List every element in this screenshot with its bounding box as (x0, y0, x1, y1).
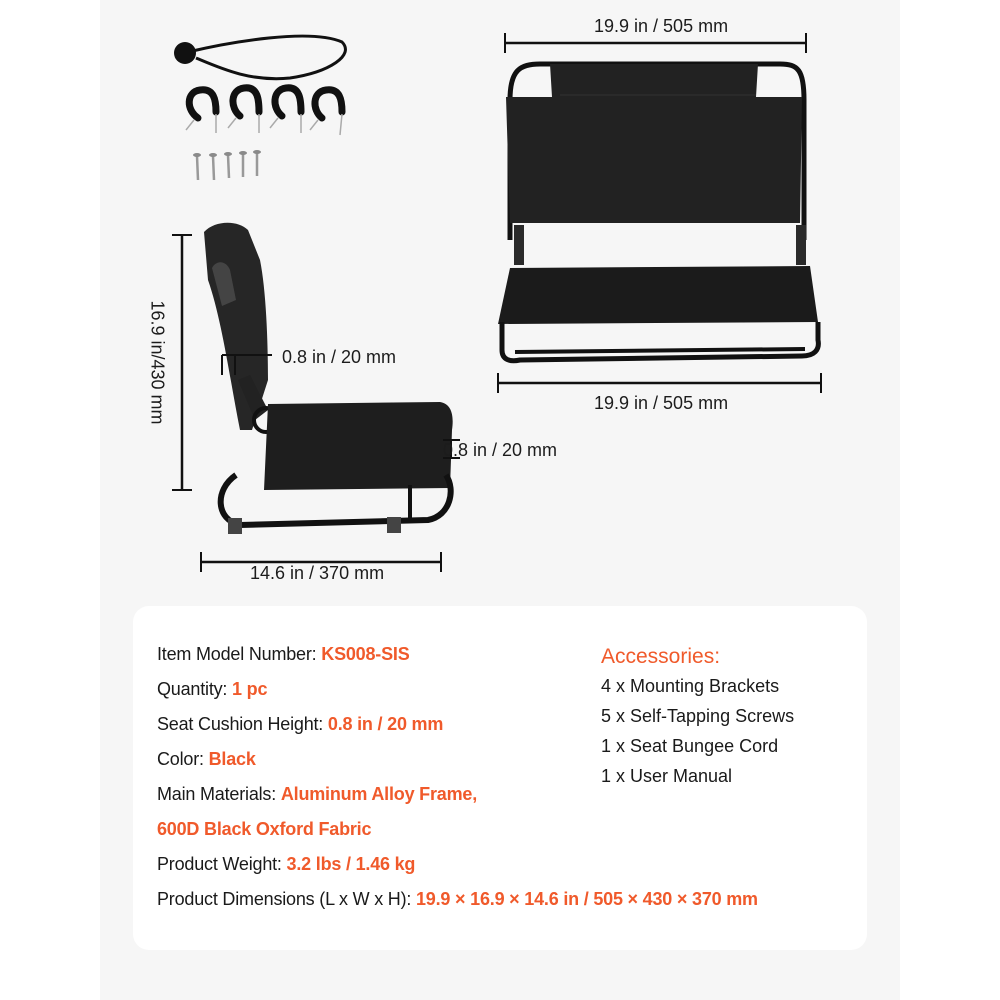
accessory-item: 5 x Self-Tapping Screws (601, 706, 795, 726)
spec-value: 0.8 in / 20 mm (327, 714, 444, 734)
spec-value: 1 pc (232, 679, 268, 699)
spec-main-materials-cont (157, 819, 371, 840)
bungee-cord-brackets-screws-icon (160, 20, 360, 190)
spec-label: Product Dimensions (L x W x H): (157, 889, 416, 909)
spec-label: Quantity: (157, 679, 233, 699)
accessories-title: Accessories: (601, 645, 721, 668)
side-depth-label: 14.6 in / 370 mm (250, 563, 385, 583)
spec-card (133, 606, 867, 950)
spec-value: 19.9 × 16.9 × 14.6 in / 505 × 430 × 370 mm (416, 889, 758, 909)
spec-value: 3.2 lbs / 1.46 kg (286, 854, 416, 874)
side-back-cushion-label: 0.8 in / 20 mm (282, 347, 397, 367)
front-top-width-label: 19.9 in / 505 mm (594, 16, 729, 36)
spec-label: Main Materials: (157, 784, 281, 804)
spec-value: Black (208, 749, 256, 769)
side-seat-cushion-label: 0.8 in / 20 mm (443, 440, 558, 460)
spec-color (157, 749, 256, 770)
spec-quantity (157, 679, 267, 700)
front-bottom-width-label: 19.9 in / 505 mm (594, 393, 729, 413)
accessory-item: 1 x Seat Bungee Cord (601, 736, 779, 756)
spec-product-dimensions (157, 889, 758, 910)
spec-product-weight (157, 854, 415, 875)
chair-front-view-icon (480, 0, 840, 430)
spec-model-number (157, 644, 410, 665)
chair-side-view-icon (160, 220, 460, 600)
spec-seat-cushion-height (157, 714, 443, 735)
spec-label: Product Weight: (157, 854, 287, 874)
side-height-label: 16.9 in/430 mm (147, 300, 168, 425)
spec-label: Seat Cushion Height: (157, 714, 328, 734)
accessory-item: 4 x Mounting Brackets (601, 676, 780, 696)
spec-value: Aluminum Alloy Frame, (280, 784, 478, 804)
accessory-item: 1 x User Manual (601, 766, 733, 786)
spec-main-materials (157, 784, 477, 805)
spec-value: 600D Black Oxford Fabric (157, 819, 372, 839)
spec-value: KS008-SIS (321, 644, 410, 664)
spec-label: Color: (157, 749, 209, 769)
spec-label: Item Model Number: (157, 644, 322, 664)
